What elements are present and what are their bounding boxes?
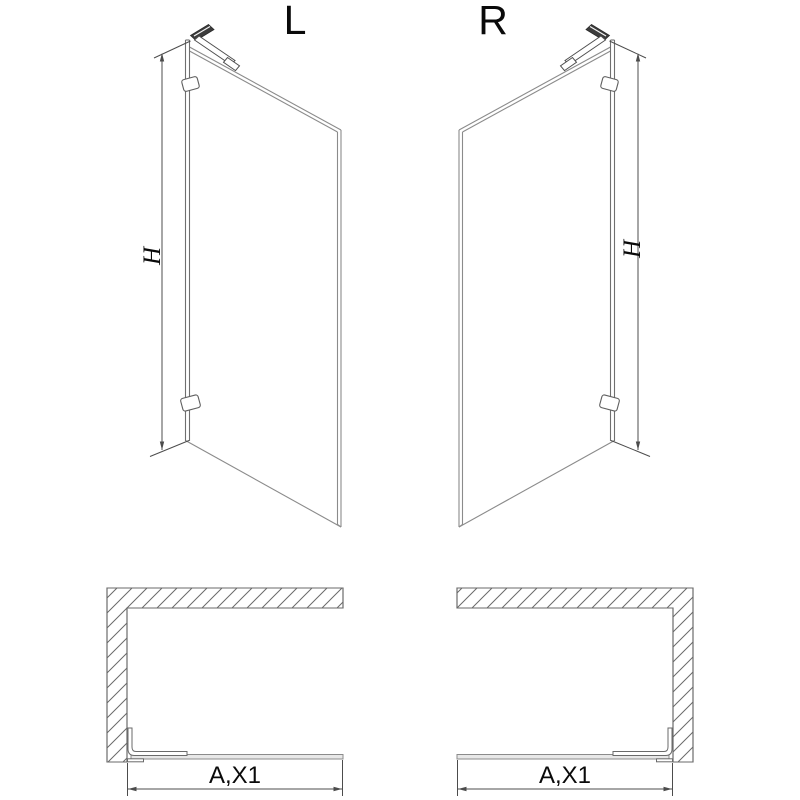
- wall-bracket-bottom: [180, 394, 201, 411]
- support-bar: [191, 25, 240, 71]
- corner-bracket: [128, 728, 187, 756]
- arrow-left-icon: [458, 787, 467, 791]
- wall-profile: [186, 40, 190, 441]
- wall-section: [107, 588, 343, 762]
- wall-section-hatching: [107, 588, 343, 762]
- bracket-base-plate: [128, 759, 144, 762]
- wall-section-hatching: [457, 588, 693, 762]
- height-dimension-label-right: H: [619, 239, 646, 259]
- perspective-view-right: [459, 25, 650, 528]
- arrow-right-icon: [334, 787, 343, 791]
- arrow-right-icon: [664, 787, 673, 791]
- width-dimension-label-right: A,X1: [538, 762, 592, 789]
- corner-bracket: [613, 728, 672, 756]
- variant-label-right: R: [478, 0, 508, 43]
- arrow-up-icon: [160, 53, 164, 62]
- wall-section: [457, 588, 693, 762]
- bracket-base-plate: [657, 759, 673, 762]
- wall-bracket-top: [181, 76, 200, 92]
- width-dimension-label-left: A,X1: [208, 762, 262, 789]
- arrow-down-icon: [160, 442, 164, 451]
- variant-label-left: L: [283, 0, 307, 43]
- height-dimension-label-left: H: [139, 246, 166, 266]
- arrow-left-icon: [128, 787, 137, 791]
- perspective-view-left: [150, 25, 341, 528]
- glass-panel: [186, 47, 342, 527]
